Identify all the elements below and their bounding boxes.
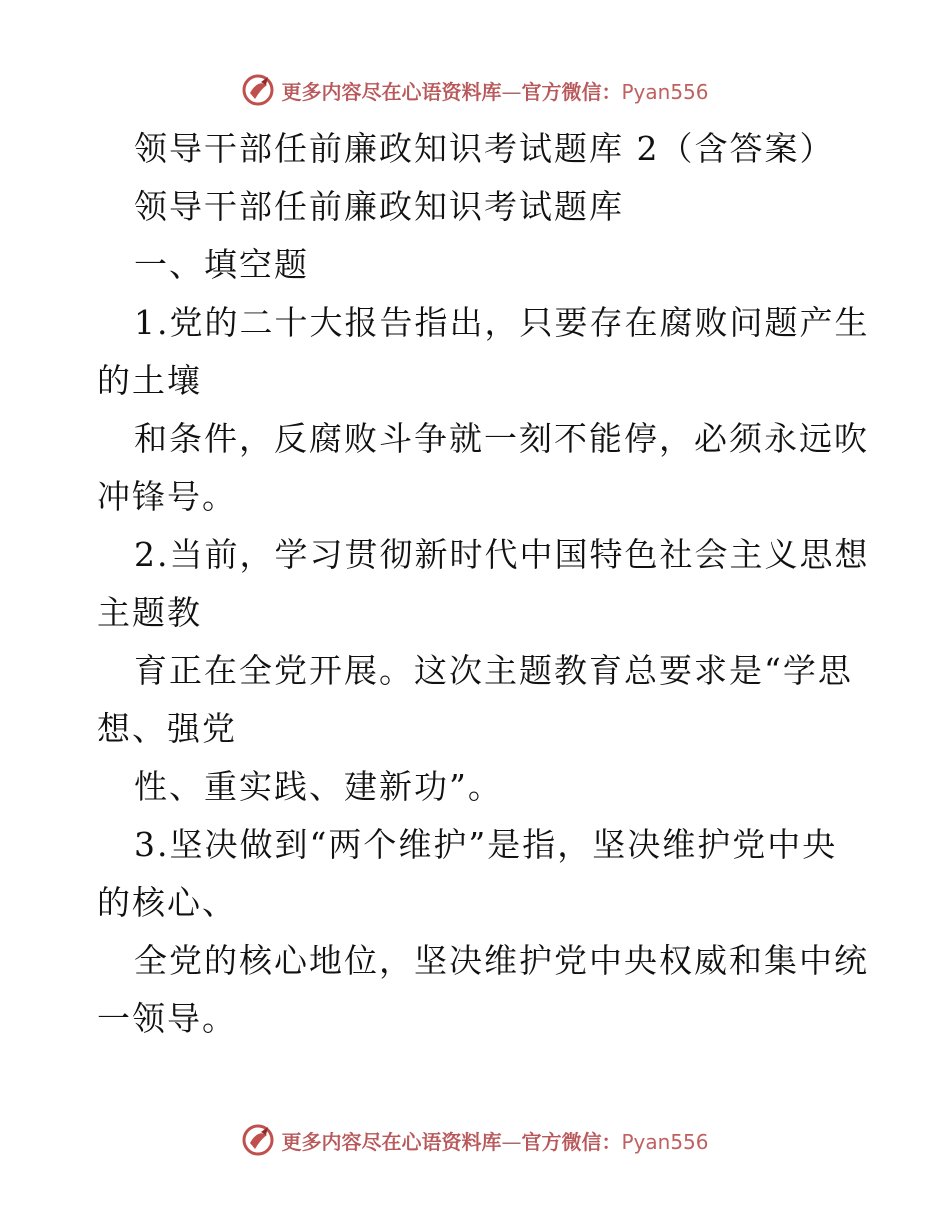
banner-wechat-id: Pyan556: [621, 1129, 709, 1154]
text-line: 一领导。: [97, 999, 237, 1038]
text-line: 1.党的二十大报告指出，只要存在腐败问题产生: [134, 303, 870, 342]
banner-brand: 更多内容尽在心语资料库: [281, 79, 502, 104]
text-line: 的土壤: [97, 361, 202, 400]
text-line: 的核心、: [97, 883, 237, 922]
header-banner: [0, 70, 950, 110]
banner-wechat-label: 官方微信：: [521, 1129, 622, 1154]
banner-wechat-label: 官方微信：: [521, 79, 622, 104]
brand-logo-icon: [241, 1123, 275, 1157]
banner-wechat-id: Pyan556: [621, 79, 709, 104]
banner-text: [281, 1126, 708, 1155]
text-line: 领导干部任前廉政知识考试题库: [134, 187, 624, 226]
text-line: 想、强党: [97, 709, 237, 748]
text-line: 冲锋号。: [97, 477, 237, 516]
text-line: 主题教: [97, 593, 202, 632]
text-line: 性、重实践、建新功”。: [134, 767, 503, 806]
text-line: 2.当前，学习贯彻新时代中国特色社会主义思想: [134, 535, 870, 574]
text-line: 一、填空题: [134, 245, 309, 284]
text-line: 育正在全党开展。这次主题教育总要求是“学思: [134, 651, 853, 690]
banner-separator: —: [501, 79, 522, 104]
banner-separator: —: [501, 1129, 522, 1154]
document-body: [97, 120, 870, 1048]
text-line: 3.坚决做到“两个维护”是指，坚决维护党中央: [134, 825, 838, 864]
footer-banner: [0, 1120, 950, 1160]
text-line: 全党的核心地位，坚决维护党中央权威和集中统: [134, 941, 869, 980]
banner-brand: 更多内容尽在心语资料库: [281, 1129, 502, 1154]
text-line: 和条件，反腐败斗争就一刻不能停，必须永远吹: [134, 419, 869, 458]
brand-logo-icon: [241, 73, 275, 107]
text-line: 领导干部任前廉政知识考试题库 2（含答案）: [134, 129, 835, 168]
banner-text: [281, 76, 708, 105]
